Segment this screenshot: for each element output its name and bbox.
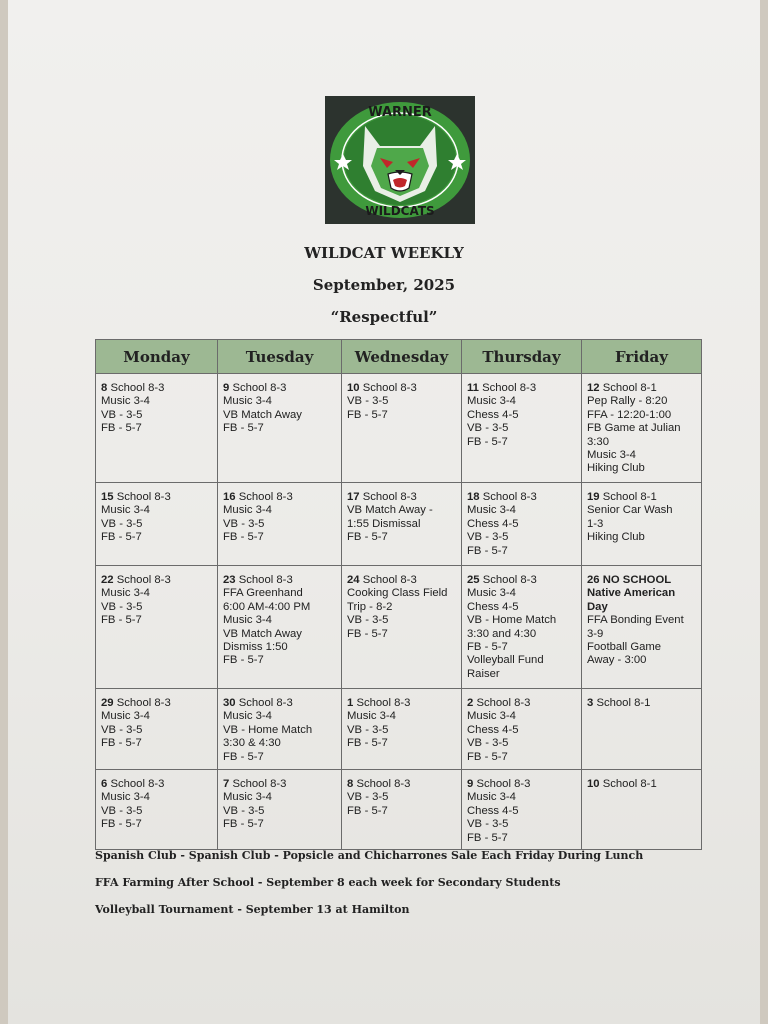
calendar-day-cell xyxy=(582,374,702,483)
event-line xyxy=(587,382,697,395)
event-text: NO SCHOOL xyxy=(602,574,672,586)
calendar-day-cell xyxy=(342,483,462,566)
event-line xyxy=(223,654,337,667)
event-text: Music 3-4 xyxy=(223,614,272,627)
calendar-day-cell xyxy=(342,374,462,483)
event-text: Cooking Class Field xyxy=(347,587,448,600)
event-line xyxy=(101,587,213,600)
event-line xyxy=(587,531,697,544)
event-text: VB Match Away - xyxy=(347,504,433,517)
event-line xyxy=(101,818,213,831)
event-text: Senior Car Wash xyxy=(587,504,673,517)
event-text: VB Match Away xyxy=(223,627,302,640)
calendar-day-cell xyxy=(218,566,342,689)
event-text: Raiser xyxy=(467,667,500,680)
event-line xyxy=(223,504,337,517)
event-line xyxy=(223,409,337,422)
event-line xyxy=(101,531,213,544)
calendar-day-cell xyxy=(218,374,342,483)
calendar-day-cell xyxy=(218,770,342,850)
event-line xyxy=(347,791,457,804)
calendar-day-cell xyxy=(218,483,342,566)
event-line xyxy=(587,409,697,422)
event-line xyxy=(587,436,697,449)
wildcats-logo xyxy=(325,96,475,224)
event-line xyxy=(101,574,213,587)
event-line xyxy=(347,531,457,544)
event-text: Music 3-4 xyxy=(467,587,516,600)
event-text: FFA Greenhand xyxy=(223,587,303,600)
event-line xyxy=(467,791,577,804)
event-text: FB Game at Julian xyxy=(587,422,681,435)
day-header: Thursday xyxy=(462,340,582,374)
event-text: School 8-3 xyxy=(116,491,171,503)
day-number: 2 xyxy=(467,697,474,709)
event-line xyxy=(467,654,577,667)
day-number: 23 xyxy=(223,574,236,586)
event-line xyxy=(223,422,337,435)
event-line xyxy=(223,614,337,627)
event-line xyxy=(223,574,337,587)
day-number: 10 xyxy=(587,778,600,790)
event-line xyxy=(347,504,457,517)
event-line xyxy=(467,382,577,395)
event-line xyxy=(101,395,213,408)
wildcat-emblem-icon xyxy=(325,96,475,224)
event-line xyxy=(223,518,337,531)
event-text: FB - 5-7 xyxy=(347,627,388,640)
calendar-week-row xyxy=(96,566,702,689)
day-number: 25 xyxy=(467,574,480,586)
event-text: 3:30 & 4:30 xyxy=(223,737,281,750)
theme-heading: “Respectful” xyxy=(330,308,438,326)
calendar-day-cell xyxy=(96,566,218,689)
event-line xyxy=(223,587,337,600)
event-text: Pep Rally - 8:20 xyxy=(587,395,668,408)
event-line xyxy=(223,531,337,544)
event-text: School 8-3 xyxy=(238,574,293,586)
calendar-day-cell xyxy=(462,483,582,566)
event-line xyxy=(467,832,577,845)
day-header: Friday xyxy=(582,340,702,374)
event-line xyxy=(587,587,697,600)
event-text: FB - 5-7 xyxy=(101,614,142,627)
event-line xyxy=(223,710,337,723)
event-line xyxy=(101,382,213,395)
event-text: School 8-3 xyxy=(362,491,417,503)
calendar-day-cell xyxy=(342,566,462,689)
event-line xyxy=(347,587,457,600)
event-line xyxy=(101,491,213,504)
event-line xyxy=(101,805,213,818)
event-text: Hiking Club xyxy=(587,462,645,475)
event-text: VB - 3-5 xyxy=(223,517,265,530)
event-line xyxy=(101,601,213,614)
event-text: Music 3-4 xyxy=(467,504,516,517)
calendar-day-cell xyxy=(96,374,218,483)
event-text: VB - 3-5 xyxy=(101,723,143,736)
day-header: Tuesday xyxy=(218,340,342,374)
event-line xyxy=(223,805,337,818)
event-text: FB - 5-7 xyxy=(223,818,264,831)
event-text: School 8-3 xyxy=(362,382,417,394)
event-text: 6:00 AM-4:00 PM xyxy=(223,600,311,613)
event-line xyxy=(223,697,337,710)
calendar-day-cell xyxy=(96,689,218,770)
event-line xyxy=(101,518,213,531)
event-text: FB - 5-7 xyxy=(101,818,142,831)
event-text: School 8-3 xyxy=(232,382,287,394)
calendar-week-row xyxy=(96,374,702,483)
event-text: School 8-3 xyxy=(482,574,537,586)
event-text: Music 3-4 xyxy=(223,791,272,804)
note-volleyball-tournament: Volleyball Tournament - September 13 at Hamilton xyxy=(95,903,410,916)
calendar-day-cell xyxy=(462,374,582,483)
event-line xyxy=(223,382,337,395)
day-number: 11 xyxy=(467,382,479,394)
day-number: 12 xyxy=(587,382,600,394)
logo-bottom-text: WILDCATS xyxy=(365,204,435,218)
event-line xyxy=(467,518,577,531)
calendar-day-cell xyxy=(342,770,462,850)
event-text: Music 3-4 xyxy=(101,791,150,804)
event-text: School 8-1 xyxy=(602,491,657,503)
event-text: School 8-3 xyxy=(116,697,171,709)
note-ffa-farming: FFA Farming After School - September 8 each week for Secondary Students xyxy=(95,876,561,889)
event-line xyxy=(101,778,213,791)
event-line xyxy=(223,737,337,750)
event-text: School 8-3 xyxy=(476,697,531,709)
day-number: 15 xyxy=(101,491,114,503)
event-text: Music 3-4 xyxy=(467,395,516,408)
event-text: School 8-1 xyxy=(596,697,651,709)
event-text: VB - 3-5 xyxy=(101,408,143,421)
event-line xyxy=(587,628,697,641)
event-text: School 8-3 xyxy=(482,382,537,394)
event-line xyxy=(347,574,457,587)
newsletter-title: WILDCAT WEEKLY xyxy=(304,244,464,262)
event-line xyxy=(587,518,697,531)
event-text: Music 3-4 xyxy=(223,710,272,723)
event-text: FB - 5-7 xyxy=(223,531,264,544)
event-line xyxy=(101,422,213,435)
note-spanish-club: Spanish Club - Spanish Club - Popsicle and Chicharrones Sale Each Friday During Lunch xyxy=(95,849,644,862)
calendar-day-cell xyxy=(342,689,462,770)
day-number: 10 xyxy=(347,382,360,394)
event-line xyxy=(223,724,337,737)
event-text: Music 3-4 xyxy=(467,710,516,723)
event-text: 1:55 Dismissal xyxy=(347,517,421,530)
weekly-calendar xyxy=(95,339,702,850)
event-text: FB - 5-7 xyxy=(467,831,508,844)
calendar-day-cell xyxy=(582,770,702,850)
event-line xyxy=(467,614,577,627)
event-text: Music 3-4 xyxy=(101,587,150,600)
event-text: FB - 5-7 xyxy=(347,804,388,817)
event-text: Away - 3:00 xyxy=(587,654,647,667)
event-text: VB - 3-5 xyxy=(101,804,143,817)
event-line xyxy=(587,395,697,408)
event-text: VB - 3-5 xyxy=(467,737,509,750)
day-number: 9 xyxy=(223,382,230,394)
event-text: FB - 5-7 xyxy=(467,435,508,448)
calendar-day-cell xyxy=(582,483,702,566)
day-number: 3 xyxy=(587,697,594,709)
event-line xyxy=(347,518,457,531)
event-line xyxy=(587,641,697,654)
day-number: 8 xyxy=(347,778,354,790)
event-text: Trip - 8-2 xyxy=(347,600,393,613)
event-text: Chess 4-5 xyxy=(467,408,519,421)
event-text: School 8-3 xyxy=(238,491,293,503)
event-text: School 8-3 xyxy=(356,778,411,790)
event-line xyxy=(467,668,577,681)
event-text: Hiking Club xyxy=(587,531,645,544)
event-text: FB - 5-7 xyxy=(347,408,388,421)
calendar-week-row xyxy=(96,483,702,566)
event-text: Volleyball Fund xyxy=(467,654,544,667)
event-text: VB - 3-5 xyxy=(347,791,389,804)
event-text: FFA - 12:20-1:00 xyxy=(587,408,672,421)
event-text: Music 3-4 xyxy=(587,449,636,462)
event-line xyxy=(101,710,213,723)
event-text: 3:30 and 4:30 xyxy=(467,627,537,640)
day-number: 6 xyxy=(101,778,108,790)
event-text: VB - 3-5 xyxy=(101,517,143,530)
event-text: VB - 3-5 xyxy=(101,600,143,613)
calendar-day-cell xyxy=(582,566,702,689)
event-line xyxy=(467,751,577,764)
event-line xyxy=(101,724,213,737)
event-line xyxy=(347,737,457,750)
event-line xyxy=(101,791,213,804)
event-text: Music 3-4 xyxy=(101,395,150,408)
event-line xyxy=(467,436,577,449)
event-text: 3-9 xyxy=(587,627,604,640)
event-text: Football Game xyxy=(587,641,662,654)
event-line xyxy=(347,724,457,737)
day-number: 19 xyxy=(587,491,600,503)
day-number: 26 xyxy=(587,574,600,586)
event-line xyxy=(467,504,577,517)
event-line xyxy=(587,601,697,614)
event-text: VB - 3-5 xyxy=(467,818,509,831)
event-text: School 8-3 xyxy=(116,574,171,586)
day-number: 16 xyxy=(223,491,236,503)
event-text: School 8-1 xyxy=(602,382,657,394)
event-line xyxy=(587,574,697,587)
calendar-day-cell xyxy=(462,566,582,689)
event-line xyxy=(347,628,457,641)
event-line xyxy=(467,409,577,422)
event-line xyxy=(101,504,213,517)
event-text: FB - 5-7 xyxy=(467,641,508,654)
calendar-week-row xyxy=(96,770,702,850)
event-line xyxy=(587,504,697,517)
day-number: 7 xyxy=(223,778,230,790)
day-number: 18 xyxy=(467,491,480,503)
event-text: VB - 3-5 xyxy=(467,531,509,544)
event-line xyxy=(223,491,337,504)
event-text: Native American xyxy=(587,587,676,600)
event-line xyxy=(347,778,457,791)
event-line xyxy=(223,751,337,764)
event-line xyxy=(467,491,577,504)
event-text: VB Match Away xyxy=(223,408,302,421)
event-line xyxy=(467,710,577,723)
event-line xyxy=(347,409,457,422)
event-line xyxy=(223,778,337,791)
calendar-day-cell xyxy=(96,483,218,566)
event-text: 1-3 xyxy=(587,517,604,530)
event-line xyxy=(467,545,577,558)
event-text: FB - 5-7 xyxy=(223,750,264,763)
event-text: VB - 3-5 xyxy=(347,395,389,408)
event-line xyxy=(467,395,577,408)
event-text: VB - Home Match xyxy=(467,614,557,627)
event-text: FFA Bonding Event xyxy=(587,614,684,627)
event-line xyxy=(467,422,577,435)
event-line xyxy=(587,462,697,475)
event-line xyxy=(223,818,337,831)
event-text: VB - Home Match xyxy=(223,723,313,736)
event-text: School 8-3 xyxy=(238,697,293,709)
event-text: FB - 5-7 xyxy=(223,654,264,667)
event-line xyxy=(587,778,697,791)
event-line xyxy=(467,818,577,831)
event-line xyxy=(101,409,213,422)
event-line xyxy=(101,697,213,710)
calendar-day-cell xyxy=(582,689,702,770)
event-text: School 8-3 xyxy=(362,574,417,586)
event-line xyxy=(347,805,457,818)
event-text: VB - 3-5 xyxy=(467,422,509,435)
event-text: Dismiss 1:50 xyxy=(223,641,288,654)
event-line xyxy=(223,395,337,408)
event-line xyxy=(347,491,457,504)
event-text: School 8-3 xyxy=(232,778,287,790)
event-line xyxy=(467,641,577,654)
event-text: Music 3-4 xyxy=(223,504,272,517)
logo-top-text: WARNER xyxy=(368,105,432,120)
event-text: School 8-3 xyxy=(482,491,537,503)
event-line xyxy=(587,654,697,667)
event-text: Chess 4-5 xyxy=(467,600,519,613)
event-line xyxy=(467,587,577,600)
event-text: School 8-3 xyxy=(356,697,411,709)
calendar-day-cell xyxy=(462,770,582,850)
event-line xyxy=(467,805,577,818)
day-number: 9 xyxy=(467,778,474,790)
event-line xyxy=(223,791,337,804)
event-line xyxy=(347,697,457,710)
calendar-header-row xyxy=(96,340,702,374)
event-text: Music 3-4 xyxy=(223,395,272,408)
event-line xyxy=(101,614,213,627)
event-text: Music 3-4 xyxy=(347,710,396,723)
event-text: FB - 5-7 xyxy=(223,422,264,435)
event-line xyxy=(467,601,577,614)
event-text: Chess 4-5 xyxy=(467,723,519,736)
event-text: FB - 5-7 xyxy=(101,531,142,544)
event-text: FB - 5-7 xyxy=(347,737,388,750)
day-number: 30 xyxy=(223,697,236,709)
event-text: FB - 5-7 xyxy=(347,531,388,544)
event-line xyxy=(467,697,577,710)
event-line xyxy=(587,491,697,504)
event-text: School 8-3 xyxy=(476,778,531,790)
event-text: Chess 4-5 xyxy=(467,804,519,817)
event-text: VB - 3-5 xyxy=(347,614,389,627)
event-line xyxy=(347,395,457,408)
event-line xyxy=(223,601,337,614)
event-line xyxy=(223,641,337,654)
event-text: School 8-1 xyxy=(602,778,657,790)
event-line xyxy=(101,737,213,750)
event-text: School 8-3 xyxy=(110,778,165,790)
calendar-day-cell xyxy=(462,689,582,770)
event-text: Day xyxy=(587,600,608,613)
event-line xyxy=(347,382,457,395)
event-line xyxy=(467,737,577,750)
calendar-day-cell xyxy=(218,689,342,770)
event-text: School 8-3 xyxy=(110,382,165,394)
event-line xyxy=(223,628,337,641)
event-line xyxy=(467,574,577,587)
event-line xyxy=(347,601,457,614)
month-heading: September, 2025 xyxy=(312,276,456,294)
event-line xyxy=(587,449,697,462)
event-text: VB - 3-5 xyxy=(347,723,389,736)
event-text: VB - 3-5 xyxy=(223,804,265,817)
event-line xyxy=(587,422,697,435)
day-number: 8 xyxy=(101,382,108,394)
day-number: 29 xyxy=(101,697,114,709)
event-text: 3:30 xyxy=(587,435,609,448)
event-text: FB - 5-7 xyxy=(467,544,508,557)
event-line xyxy=(347,614,457,627)
event-text: Chess 4-5 xyxy=(467,517,519,530)
event-line xyxy=(587,697,697,710)
day-number: 22 xyxy=(101,574,114,586)
day-number: 1 xyxy=(347,697,354,709)
day-header: Wednesday xyxy=(342,340,462,374)
day-number: 24 xyxy=(347,574,360,586)
event-line xyxy=(587,614,697,627)
calendar-day-cell xyxy=(96,770,218,850)
day-header: Monday xyxy=(96,340,218,374)
event-text: FB - 5-7 xyxy=(467,750,508,763)
event-text: Music 3-4 xyxy=(101,710,150,723)
event-line xyxy=(467,724,577,737)
event-text: FB - 5-7 xyxy=(101,422,142,435)
event-line xyxy=(467,778,577,791)
event-text: Music 3-4 xyxy=(467,791,516,804)
day-number: 17 xyxy=(347,491,360,503)
event-line xyxy=(467,531,577,544)
event-line xyxy=(347,710,457,723)
calendar-week-row xyxy=(96,689,702,770)
event-line xyxy=(467,628,577,641)
event-text: FB - 5-7 xyxy=(101,737,142,750)
event-text: Music 3-4 xyxy=(101,504,150,517)
